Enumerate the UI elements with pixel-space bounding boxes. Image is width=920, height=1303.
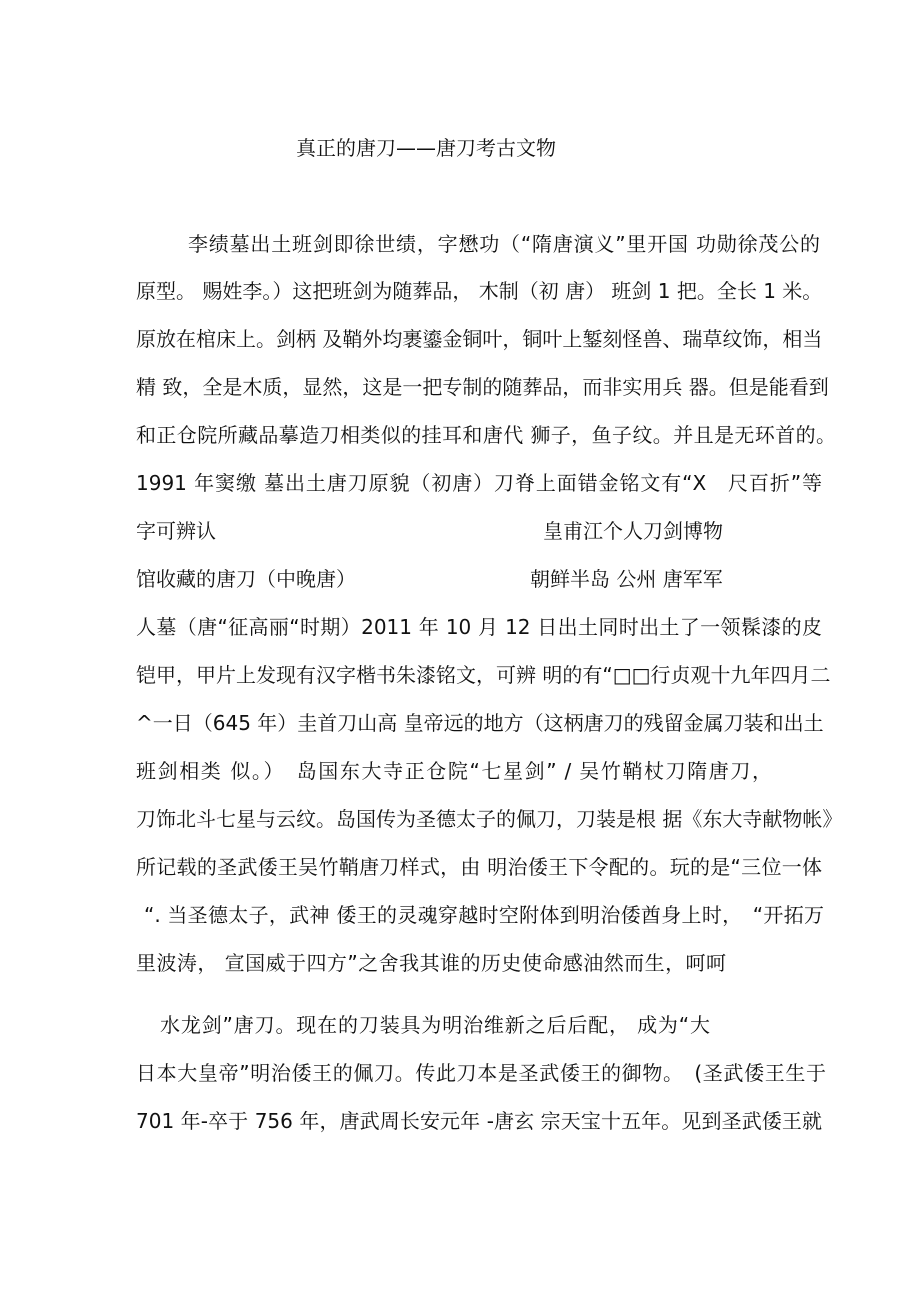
text-line: 字可辨认	[136, 519, 216, 543]
text-line: 班剑相类 似。） 岛国东大寺正仓院“七星剑” / 吴竹鞘杖刀隋唐刀，	[136, 759, 772, 783]
text-line: 人墓（唐“征高丽“时期）2011 年 10 月 12 日出土同时出土了一领髹漆的皮	[136, 615, 822, 639]
text-line: 原放在棺床上。剑柄 及鞘外均裹鎏金铜叶，铜叶上錾刻怪兽、瑞草纹饰，相当	[136, 327, 823, 351]
text-line: 李绩墓出土班剑即徐世绩，字懋功（“隋唐演义”里开国 功勋徐茂公的	[188, 232, 820, 256]
text-line: 朝鲜半岛 公州 唐军军	[530, 567, 723, 591]
document-title: 真正的唐刀——唐刀考古文物	[296, 136, 556, 160]
text-line: 水龙剑”唐刀。现在的刀装具为明治维新之后后配， 成为“大	[160, 1013, 710, 1037]
text-line: 所记载的圣武倭王吴竹鞘唐刀样式，由 明治倭王下令配的。玩的是“三位一体	[136, 855, 822, 879]
text-line: ^一日（645 年）圭首刀山高 皇帝远的地方（这柄唐刀的残留金属刀装和出土	[136, 711, 824, 735]
text-line: 皇甫江个人刀剑博物	[543, 519, 723, 543]
text-line: 日本大皇帝”明治倭王的佩刀。传此刀本是圣武倭王的御物。 (圣武倭王生于	[136, 1061, 826, 1085]
text-line: 刀饰北斗七星与云纹。岛国传为圣德太子的佩刀，刀装是根 据《东大寺献物帐》	[136, 807, 843, 831]
text-line: 原型。 赐姓李。）这把班剑为随葬品， 木制（初 唐） 班剑 1 把。全长 1 米。	[136, 279, 823, 303]
text-line: 里波涛， 宣国威于四方”之舍我其谁的历史使命感油然而生，呵呵	[136, 951, 726, 975]
text-line: 精 致，全是木质，显然，这是一把专制的随葬品，而非实用兵 器。但是能看到	[136, 375, 829, 399]
text-line: 701 年-卒于 756 年，唐武周长安元年 -唐玄 宗天宝十五年。见到圣武倭王就	[136, 1109, 822, 1133]
text-line: “. 当圣德太子，武神 倭王的灵魂穿越时空附体到明治倭酋身上时， “开拓万	[144, 903, 824, 927]
text-line: 1991 年窦缴 墓出土唐刀原貌（初唐）刀脊上面错金铭文有“X 尺百折”等	[136, 471, 822, 495]
text-line: 铠甲，甲片上发现有汉字楷书朱漆铭文，可辨 明的有“□□行贞观十九年四月二	[136, 663, 831, 687]
text-line: 馆收藏的唐刀（中晚唐）	[136, 567, 356, 591]
text-line: 和正仓院所藏品摹造刀相类似的挂耳和唐代 狮子，鱼子纹。并且是无环首的。	[136, 423, 836, 447]
